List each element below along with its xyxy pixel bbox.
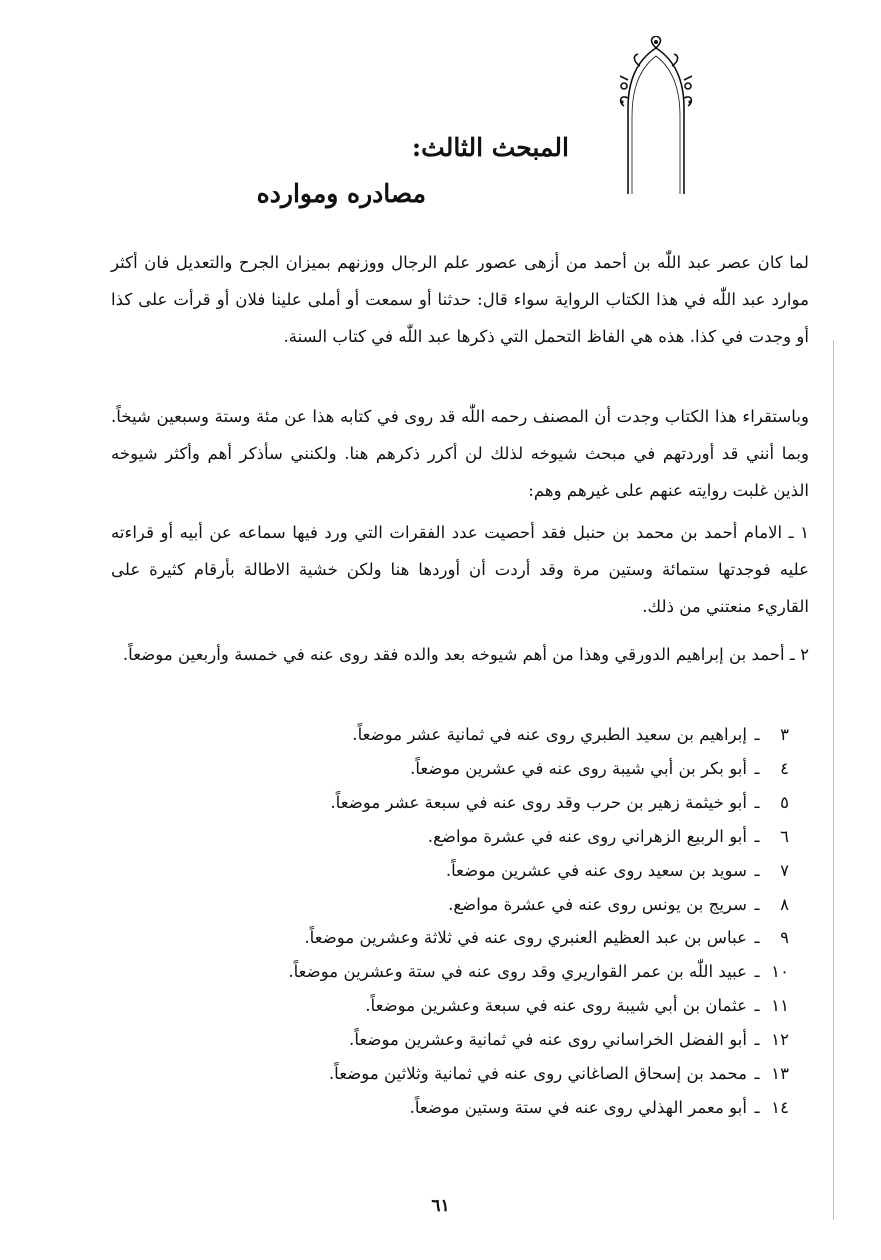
list-item: [189, 752, 789, 786]
margin-rule: [833, 340, 834, 1220]
paragraph: ١ ـ الامام أحمد بن محمد بن حنبل فقد أحصيت عدد الفقرات التي ورد فيها سماعه عن أبيه أو قراءته عليه فوجدتها ستمائة وستين مرة وقد أردت أن أوردها هنا ولكن خشية الاطالة بأرقام كثيرة على القاريء منعتني من ذلك.: [111, 523, 809, 616]
item-number: ٩: [780, 928, 789, 948]
item-separator: ـ: [754, 928, 760, 948]
item-number: ١٤: [771, 1097, 789, 1117]
paragraph: وباستقراء هذا الكتاب وجدت أن المصنف رحمه اللّٰه قد روى في كتابه هذا عن مئة وستة وسبعين شيخاً. وبما أنني قد أوردتهم في مبحث شيوخه لذلك لن أكرر ذكرهم هنا. ولكنني سأذكر أهم وأكثر شيوخه الذين غلبت روايته عنهم على غيرهم وهم:: [111, 407, 809, 500]
section-subheading: مصادره وموارده: [256, 179, 426, 208]
item-text: عباس بن عبد العظيم العنبري روى عنه في ثلاثة وعشرين موضعاً.: [304, 928, 747, 948]
item-number: ١٣: [771, 1064, 789, 1084]
item-number: ٥: [780, 792, 789, 812]
list-item: [189, 989, 789, 1023]
item-number: ١٢: [771, 1030, 789, 1050]
item-text: أبو الفضل الخراساني روى عنه في ثمانية وعشرين موضعاً.: [349, 1030, 747, 1050]
list-item: [189, 1091, 789, 1125]
sources-list: [189, 718, 789, 1125]
item-number: ٨: [780, 894, 789, 914]
item-number: ١٠: [771, 962, 789, 982]
item-number: ٧: [780, 860, 789, 880]
list-item: [189, 1023, 789, 1057]
paragraph: ٢ ـ أحمد بن إبراهيم الدورقي وهذا من أهم شيوخه بعد والده فقد روى عنه في خمسة وأربعين موضعاً.: [122, 645, 809, 664]
item-number: ١١: [771, 996, 789, 1016]
item-text: عبيد اللّٰه بن عمر القواريري وقد روى عنه في ستة وعشرين موضعاً.: [288, 962, 747, 982]
item-separator: ـ: [754, 996, 760, 1016]
list-item: [189, 820, 789, 854]
item-separator: ـ: [754, 1030, 760, 1050]
item-separator: ـ: [754, 860, 760, 880]
list-item: [189, 718, 789, 752]
item-separator: ـ: [754, 792, 760, 812]
item-text: إبراهيم بن سعيد الطبري روى عنه في ثمانية عشر موضعاً.: [352, 725, 747, 744]
item-separator: ـ: [754, 894, 760, 914]
item-number: ٤: [780, 758, 789, 778]
item-separator: ـ: [754, 1064, 760, 1084]
paragraph: لما كان عصر عبد اللّٰه بن أحمد من أزهى عصور علم الرجال ووزنهم بميزان الجرح والتعديل فان أكثر موارد عبد اللّٰه في هذا الكتاب الرواية سواء قال: حدثنا أو سمعت أو أملى علينا فلان أو قرأت على كذا أو وجدت في كذا. هذه هي الفاظ التحمل التي ذكرها عبد اللّٰه في كتاب السنة.: [111, 253, 809, 346]
arch-ornament-icon: [610, 36, 702, 196]
item-text: محمد بن إسحاق الصاغاني روى عنه في ثمانية وثلاثين موضعاً.: [328, 1064, 747, 1084]
list-item: [189, 955, 789, 989]
list-item: [189, 921, 789, 955]
page-number: ٦١: [431, 1196, 450, 1216]
item-text: أبو معمر الهذلي روى عنه في ستة وستين موضعاً.: [409, 1097, 747, 1117]
item-text: عثمان بن أبي شيبة روى عنه في سبعة وعشرين موضعاً.: [365, 996, 747, 1016]
list-item: [189, 888, 789, 922]
item-text: سويد بن سعيد روى عنه في عشرين موضعاً.: [445, 860, 747, 880]
item-number: ٦: [780, 826, 789, 846]
item-separator: ـ: [754, 758, 760, 778]
item-separator: ـ: [754, 826, 760, 846]
item-separator: ـ: [754, 725, 760, 744]
item-separator: ـ: [754, 1097, 760, 1117]
item-text: سريج بن يونس روى عنه في عشرة مواضع.: [448, 894, 747, 914]
item-text: أبو الربيع الزهراني روى عنه في عشرة مواضع.: [427, 826, 747, 846]
item-text: أبو خيثمة زهير بن حرب وقد روى عنه في سبعة عشر موضعاً.: [330, 792, 747, 812]
section-heading: المبحث الثالث:: [411, 133, 569, 162]
item-text: أبو بكر بن أبي شيبة روى عنه في عشرين موضعاً.: [410, 758, 747, 778]
item-separator: ـ: [754, 962, 760, 982]
item-number: ٣: [780, 725, 789, 744]
list-item: [189, 854, 789, 888]
list-item: [189, 786, 789, 820]
list-item: [189, 1057, 789, 1091]
